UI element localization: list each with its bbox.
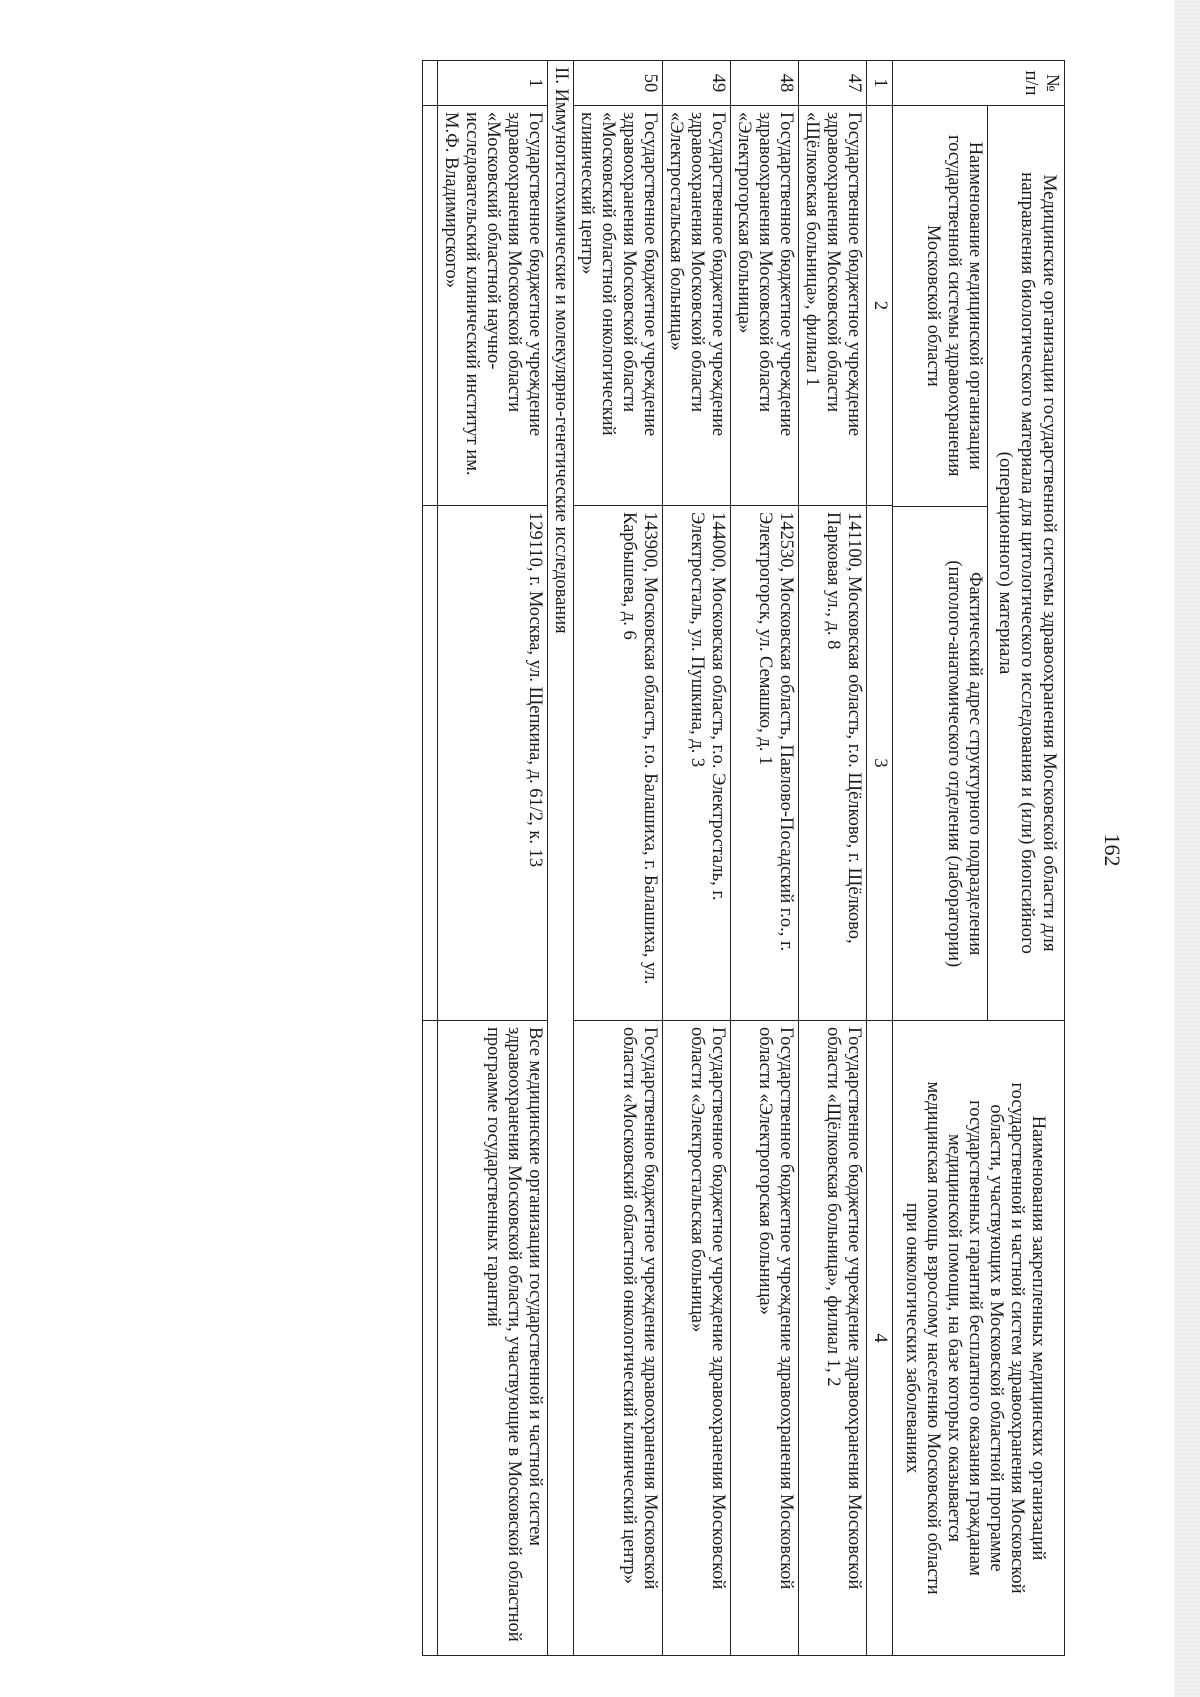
row-number: 47: [799, 61, 867, 106]
row-assigned: Государственное бюджетное учреждение здравоохранения Московской области «Щёлковская больница», филиал 1, 2: [799, 1021, 867, 1656]
header-subtable: [893, 106, 988, 1021]
header-address: Фактический адрес структурного подразделения (патолого-анатомического отделения (лаборатории): [893, 506, 988, 1021]
row-org: Государственное бюджетное учреждение здравоохранения Московской области «Московский областной научно-исследовательский клинический институт им. М.Ф. Владимирского»: [438, 106, 548, 506]
row-address: 129110, г. Москва, ул. Щепкина, д. 61/2, к. 13: [438, 506, 548, 1021]
organizations-table: [422, 60, 1065, 1656]
row-address: 143900, Московская область, г.о. Балашиха, г. Балашиха, ул. Карбышева, д. 6: [574, 506, 663, 1021]
row-assigned: Государственное бюджетное учреждение здравоохранения Московской области «Московский областной онкологический клинический центр»: [574, 1021, 663, 1656]
empty-cell: [423, 506, 438, 1021]
header-org: Наименование медицинской организации государственной системы здравоохранения Московской области: [893, 106, 988, 506]
table-row: [731, 61, 799, 1656]
row-number: 50: [574, 61, 663, 106]
table-row: [799, 61, 867, 1656]
empty-cell: [423, 61, 438, 106]
column-number-4: 4: [867, 1021, 893, 1656]
section-title: II. Иммуногистохимические и молекулярно-генетические исследования: [548, 61, 574, 1656]
column-number-2: 2: [867, 106, 893, 506]
column-number-1: 1: [867, 61, 893, 106]
table-row-continuation: [423, 61, 438, 1656]
row-address: 141100, Московская область, г.о. Щёлково, г. Щёлково, Парковая ул., д. 8: [799, 506, 867, 1021]
table-row: [663, 61, 731, 1656]
column-number-row: [867, 61, 893, 1656]
page-number: 162: [1100, 833, 1125, 867]
row-number: 49: [663, 61, 731, 106]
header-assigned: Наименования закрепленных медицинских организаций государственной и частной систем здравоохранения Московской области, участвующих в Московской областной программе государственных гарантий бесплатного оказания гражданам медицинской помощи, на базе которых оказывается медицинская помощь взрослому населению Московской области при онкологических заболеваниях: [893, 1021, 1065, 1656]
row-assigned: Государственное бюджетное учреждение здравоохранения Московской области «Электростальская больница»: [663, 1021, 731, 1656]
rotated-content: [115, 40, 1125, 1660]
row-org: Государственное бюджетное учреждение здравоохранения Московской области «Электростальская больница»: [663, 106, 731, 506]
row-assigned: Все медицинские организации государственной и частной систем здравоохранения Московской области, участвующие в Московской областной программе государственных гарантий: [438, 1021, 548, 1656]
row-address: 144000, Московская область, г.о. Электросталь, г. Электросталь, ул. Пушкина, д. 3: [663, 506, 731, 1021]
scan-edge: [1174, 0, 1200, 1697]
row-number: 1: [438, 61, 548, 106]
row-number: 48: [731, 61, 799, 106]
section-row: [548, 61, 574, 1656]
row-org: Государственное бюджетное учреждение здравоохранения Московской области «Московский областной онкологический клинический центр»: [574, 106, 663, 506]
table-row: [574, 61, 663, 1656]
table-row: [438, 61, 548, 1656]
header-row: [893, 61, 1065, 1656]
header-num: № п/п: [893, 61, 1065, 106]
row-assigned: Государственное бюджетное учреждение здравоохранения Московской области «Электрогорская больница»: [731, 1021, 799, 1656]
row-address: 142530, Московская область, Павлово-Посадский г.о., г. Электрогорск, ул. Семашко, д. 1: [731, 506, 799, 1021]
header-merged: [893, 106, 1065, 1021]
row-org: Государственное бюджетное учреждение здравоохранения Московской области «Щёлковская больница», филиал 1: [799, 106, 867, 506]
empty-cell: [423, 106, 438, 506]
column-number-3: 3: [867, 506, 893, 1021]
table-caption: Медицинские организации государственной системы здравоохранения Московской области для направления биологического материала для цитологического исследования и (или) биопсийного (операционного) материала: [995, 172, 1060, 954]
empty-cell: [423, 1021, 438, 1656]
row-org: Государственное бюджетное учреждение здравоохранения Московской области «Электрогорская больница»: [731, 106, 799, 506]
